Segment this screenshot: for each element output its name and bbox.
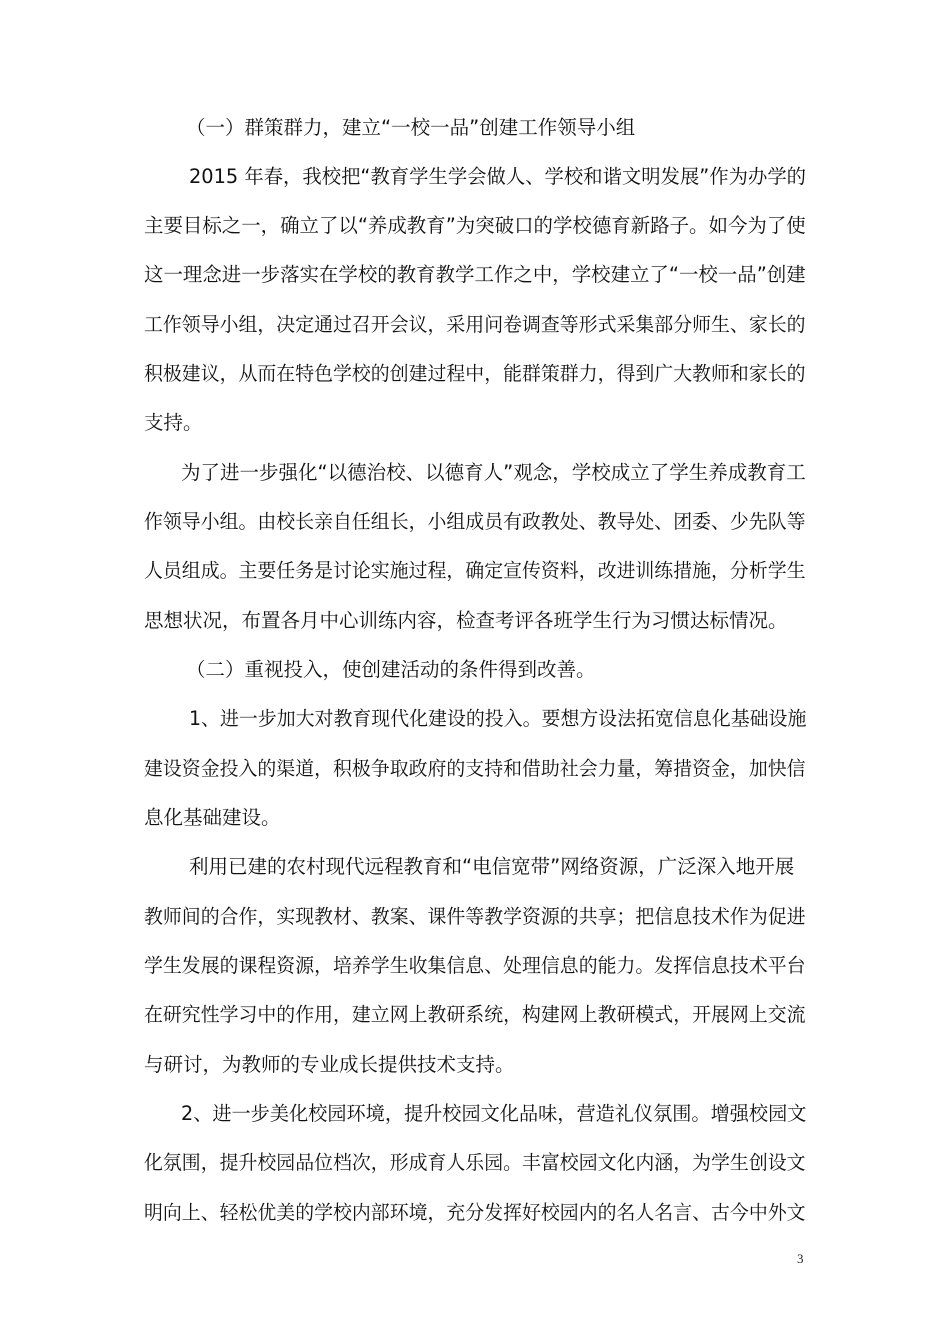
paragraph-line: 明向上、轻松优美的学校内部环境，充分发挥好校园内的名人名言、古今中外文 [144, 1201, 806, 1224]
page-number: 3 [797, 1251, 804, 1266]
paragraph-line: 思想状况，布置各月中心训练内容，检查考评各班学生行为习惯达标情况。 [144, 609, 788, 632]
paragraph-line: 教师间的合作，实现教材、教案、课件等教学资源的共享；把信息技术作为促进 [144, 905, 806, 928]
paragraph-line: 为了进一步强化“以德治校、以德育人”观念，学校成立了学生养成教育工 [181, 461, 806, 484]
paragraph-line: 利用已建的农村现代远程教育和“电信宽带”网络资源，广泛深入地开展 [189, 855, 795, 878]
section-heading-2: （二）重视投入，使创建活动的条件得到改善。 [186, 658, 596, 681]
paragraph-line: 积极建议，从而在特色学校的创建过程中，能群策群力，得到广大教师和家长的 [144, 362, 806, 385]
paragraph-line: 建设资金投入的渠道，积极争取政府的支持和借助社会力量，筹措资金，加快信 [144, 757, 806, 780]
paragraph-line: 与研讨，为教师的专业成长提供技术支持。 [144, 1053, 515, 1076]
paragraph-line: 工作领导小组，决定通过召开会议，采用问卷调查等形式采集部分师生、家长的 [144, 313, 806, 336]
paragraph-line: 作领导小组。由校长亲自任组长，小组成员有政教处、教导处、团委、少先队等 [144, 510, 806, 533]
paragraph-line: 1、进一步加大对教育现代化建设的投入。要想方设法拓宽信息化基础设施 [189, 707, 807, 730]
paragraph-line: 在研究性学习中的作用，建立网上教研系统，构建网上教研模式，开展网上交流 [144, 1003, 806, 1026]
paragraph-line: 主要目标之一，确立了以“养成教育”为突破口的学校德育新路子。如今为了使 [144, 214, 806, 237]
paragraph-line: 2015 年春，我校把“教育学生学会做人、学校和谐文明发展”作为办学的 [189, 165, 807, 188]
paragraph-line: 化氛围，提升校园品位档次，形成育人乐园。丰富校园文化内涵，为学生创设文 [144, 1151, 806, 1174]
paragraph-line: 人员组成。主要任务是讨论实施过程，确定宣传资料，改进训练措施，分析学生 [144, 559, 806, 582]
paragraph-line: 2、进一步美化校园环境，提升校园文化品味，营造礼仪氛围。增强校园文 [181, 1102, 807, 1125]
paragraph-line: 学生发展的课程资源，培养学生收集信息、处理信息的能力。发挥信息技术平台 [144, 954, 806, 977]
section-heading-1: （一）群策群力，建立“一校一品”创建工作领导小组 [186, 116, 636, 139]
paragraph-line: 支持。 [144, 411, 203, 434]
paragraph-line: 这一理念进一步落实在学校的教育教学工作之中，学校建立了“一校一品”创建 [144, 263, 806, 286]
paragraph-line: 息化基础建设。 [144, 806, 281, 829]
